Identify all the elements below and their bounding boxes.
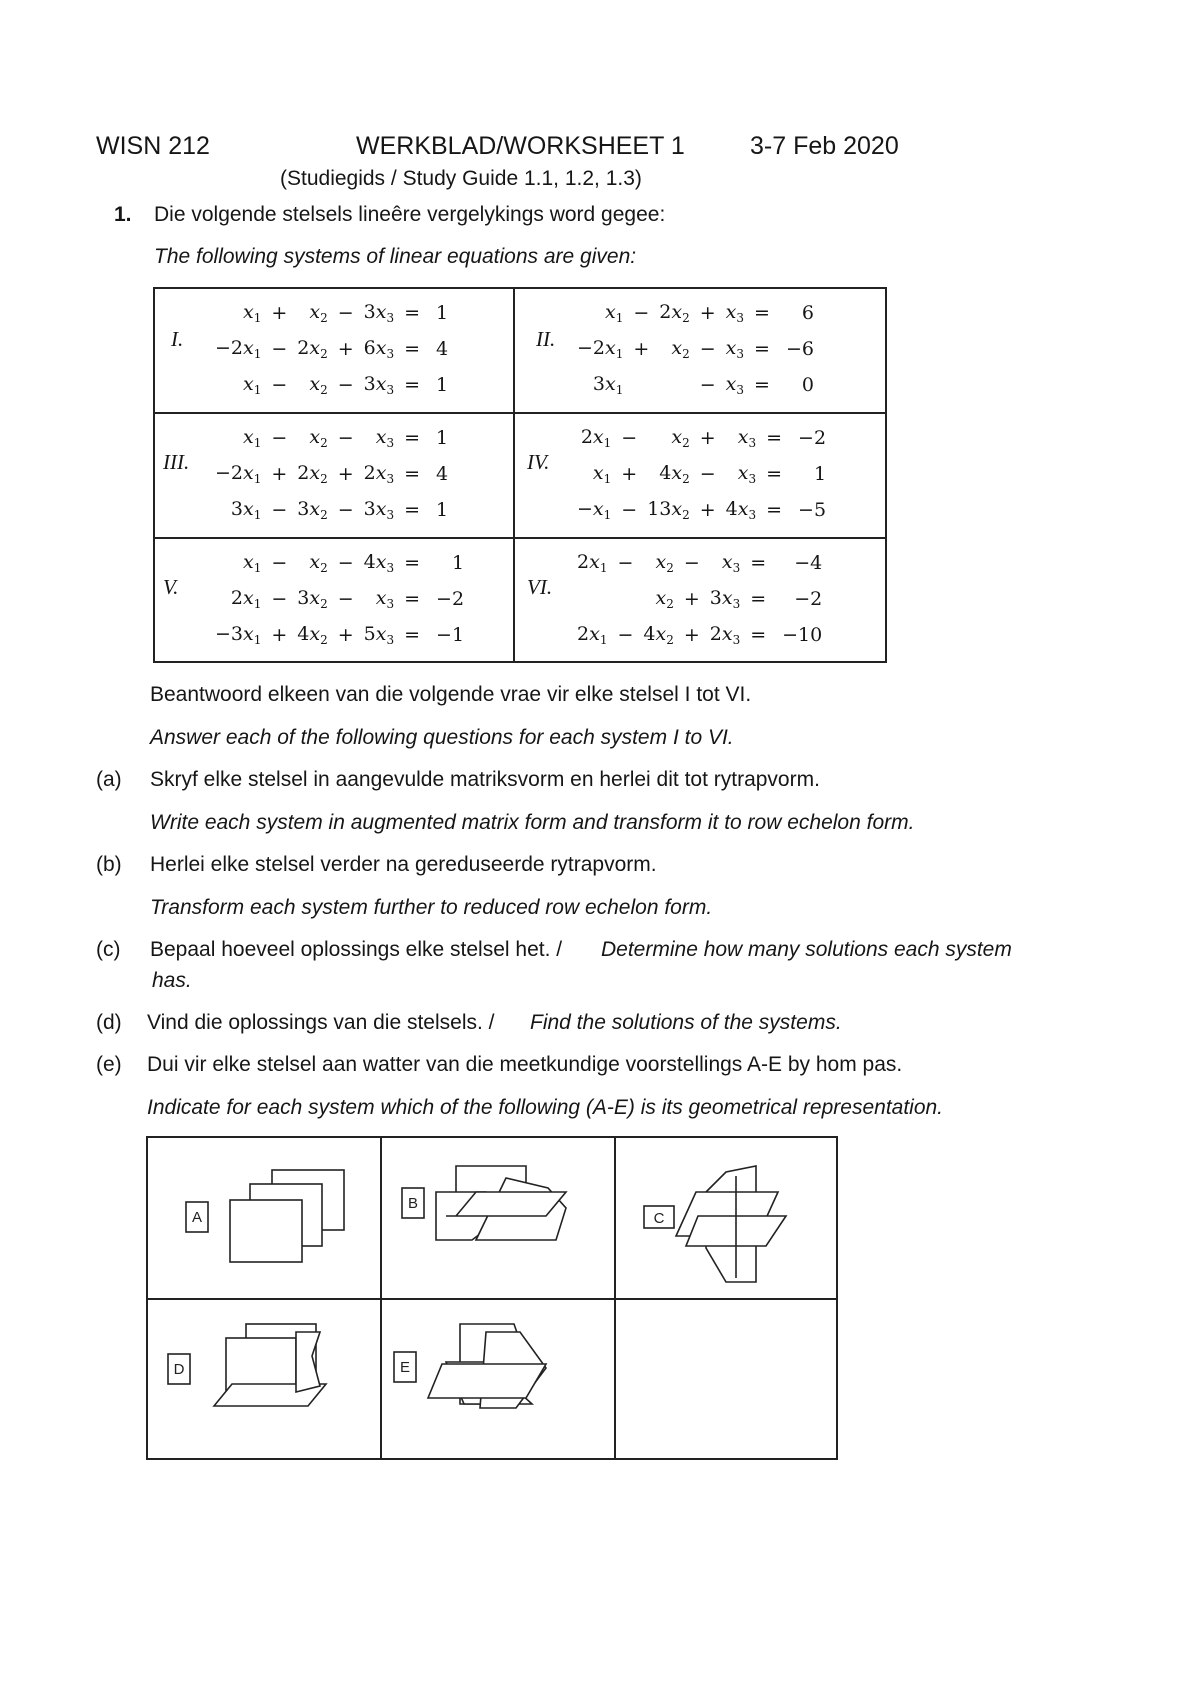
equation-operator: + — [271, 302, 288, 324]
equation-system — [211, 295, 452, 403]
equation-operator: − — [271, 427, 288, 449]
equation-operator: + — [337, 624, 354, 646]
equation-row — [211, 456, 452, 492]
equation-system — [573, 420, 830, 528]
equation-operator: + — [683, 624, 700, 646]
equation-term: $x_3$ — [375, 426, 395, 450]
equation-term: $4x_2$ — [297, 623, 328, 647]
instructions-af: Beantwoord elkeen van die volgende vrae vir elke stelsel I tot VI. — [150, 683, 752, 706]
equation-rhs: −4 — [794, 552, 823, 574]
part-a-label: (a) — [96, 768, 122, 791]
equation-row — [211, 617, 468, 653]
equation-operator: + — [633, 338, 650, 360]
equation-term: $-2x_1$ — [215, 337, 262, 361]
equation-term: $4x_2$ — [659, 462, 690, 486]
figure-label-a: A — [191, 1209, 203, 1226]
equation-term: $x_1$ — [243, 551, 262, 575]
equation-term: $x_2$ — [655, 587, 674, 611]
equation-operator: − — [621, 427, 638, 449]
equation-operator: = — [754, 374, 770, 396]
system-label: IV. — [527, 450, 550, 474]
equation-operator: − — [337, 588, 354, 610]
equation-row — [573, 456, 830, 492]
equation-operator: = — [766, 463, 783, 485]
equation-operator: − — [337, 552, 354, 574]
instructions-en: Answer each of the following questions for each system I to VI. — [150, 726, 734, 749]
figure-label-e: E — [399, 1359, 411, 1376]
equation-operator: + — [271, 624, 288, 646]
equation-operator: − — [699, 463, 716, 485]
question-intro-en: The following systems of linear equations are given: — [154, 245, 637, 268]
equation-rhs: 1 — [436, 302, 449, 324]
equation-term — [573, 581, 611, 617]
equation-row — [211, 492, 452, 528]
equation-term: $x_2$ — [671, 426, 690, 450]
equation-row — [211, 295, 452, 331]
equation-operator: = — [404, 552, 421, 574]
equation-term: $3x_3$ — [709, 587, 741, 611]
equation-rhs: 6 — [801, 302, 814, 324]
part-c-en-continued: has. — [152, 969, 192, 992]
equation-term: $x_2$ — [309, 426, 328, 450]
part-e-en: Indicate for each system which of the following (A-E) is its geometrical representation. — [147, 1096, 944, 1119]
equation-term: $2x_2$ — [659, 301, 690, 325]
figure-label-b: B — [407, 1195, 419, 1212]
system-label: II. — [536, 327, 556, 351]
equation-operator: − — [633, 302, 650, 324]
equation-rhs: −1 — [436, 624, 465, 646]
figure-d-planes — [168, 1324, 326, 1406]
figure-label-c: C — [653, 1210, 665, 1227]
equation-operator: = — [404, 338, 421, 360]
equation-term: $-x_1$ — [577, 498, 612, 522]
equation-operator: + — [699, 427, 716, 449]
equation-operator: − — [337, 374, 354, 396]
equation-operator: + — [699, 302, 716, 324]
equation-term: $x_1$ — [592, 462, 612, 486]
equation-term: $x_3$ — [737, 426, 757, 450]
equation-rhs: −2 — [794, 588, 823, 610]
equation-operator: − — [621, 499, 638, 521]
part-e-af: Dui vir elke stelsel aan watter van die meetkundige voorstellings A-E by hom pas. — [147, 1053, 903, 1076]
equation-operator: − — [271, 499, 288, 521]
equation-operator: = — [404, 302, 421, 324]
equation-row — [573, 492, 830, 528]
figure-e-planes — [394, 1324, 546, 1408]
part-b-label: (b) — [96, 853, 122, 876]
equation-operator: − — [271, 552, 288, 574]
part-e-label: (e) — [96, 1053, 122, 1076]
equation-term: $4x_3$ — [725, 498, 757, 522]
part-c-en: Determine how many solutions each system — [601, 938, 1012, 961]
equation-row — [573, 420, 830, 456]
plane-diagrams — [146, 1136, 838, 1460]
equation-term: $2x_1$ — [577, 551, 608, 575]
system-label: III. — [163, 450, 190, 474]
study-guide-reference: (Studiegids / Study Guide 1.1, 1.2, 1.3) — [280, 167, 642, 190]
equation-term: $13x_2$ — [647, 498, 690, 522]
equation-rhs: 1 — [436, 499, 449, 521]
equation-operator — [611, 581, 639, 617]
equation-operator: = — [404, 624, 421, 646]
question-intro-af: Die volgende stelsels lineêre vergelykings word gegee: — [154, 203, 666, 226]
equation-term: $-2x_1$ — [215, 462, 262, 486]
equation-term: $5x_3$ — [363, 623, 395, 647]
equation-operator: = — [750, 624, 767, 646]
equation-term: $3x_2$ — [297, 498, 328, 522]
equation-operator: = — [404, 463, 421, 485]
equation-term: $4x_2$ — [643, 623, 674, 647]
system-label: I. — [171, 327, 184, 351]
system-label: VI. — [527, 575, 553, 599]
equation-term: $4x_3$ — [363, 551, 395, 575]
equation-operator: = — [404, 588, 421, 610]
equation-term: $x_3$ — [721, 551, 741, 575]
equation-row — [211, 367, 452, 403]
part-b-en: Transform each system further to reduced row echelon form. — [150, 896, 713, 919]
equation-operator: − — [271, 374, 288, 396]
equation-row — [573, 545, 826, 581]
equation-term: $3x_1$ — [592, 373, 624, 397]
equation-term: $2x_1$ — [580, 426, 612, 450]
equation-term: $-2x_1$ — [577, 337, 624, 361]
equation-term: $2x_2$ — [297, 462, 328, 486]
equation-operator: − — [337, 427, 354, 449]
equation-operator: − — [271, 588, 288, 610]
equation-term: $x_3$ — [725, 301, 745, 325]
figure-c-intersecting-planes — [644, 1166, 786, 1282]
equation-system — [211, 420, 452, 528]
equation-operator: = — [750, 588, 767, 610]
equation-rhs: 1 — [451, 552, 465, 574]
figure-label-d: D — [173, 1361, 185, 1378]
equation-term: $x_2$ — [309, 551, 328, 575]
equation-row — [211, 420, 452, 456]
equation-rhs: 4 — [436, 463, 449, 485]
equation-term: $2x_3$ — [709, 623, 741, 647]
equation-operator: = — [404, 427, 421, 449]
equation-term: $-3x_1$ — [215, 623, 262, 647]
equation-operator: + — [699, 499, 716, 521]
equation-rhs: −6 — [785, 338, 814, 360]
equation-rhs: 4 — [436, 338, 449, 360]
equation-term: $x_1$ — [243, 373, 262, 397]
equation-operator: = — [404, 374, 421, 396]
worksheet-date: 3-7 Feb 2020 — [750, 132, 899, 160]
equation-operator: − — [617, 624, 634, 646]
part-c-af: Bepaal hoeveel oplossings elke stelsel het. / — [150, 938, 563, 961]
equation-term: $x_1$ — [243, 426, 262, 450]
equation-operator: + — [337, 463, 354, 485]
equation-row — [573, 331, 818, 367]
equation-term: $3x_1$ — [230, 498, 262, 522]
part-a-af: Skryf elke stelsel in aangevulde matriksvorm en herlei dit tot rytrapvorm. — [150, 768, 820, 791]
equation-term: $x_2$ — [655, 551, 674, 575]
equation-row — [211, 581, 468, 617]
equation-operator: − — [617, 552, 634, 574]
equation-term: $2x_1$ — [577, 623, 608, 647]
equation-rhs: 1 — [436, 374, 449, 396]
equation-operator: − — [271, 338, 288, 360]
equation-term: $x_1$ — [243, 301, 262, 325]
equation-row — [573, 581, 826, 617]
equation-rhs: 1 — [436, 427, 449, 449]
course-code: WISN 212 — [96, 132, 210, 160]
equation-operator: + — [683, 588, 700, 610]
equation-rhs: −2 — [436, 588, 465, 610]
equation-term: $3x_3$ — [363, 373, 395, 397]
equation-term: $3x_3$ — [363, 301, 395, 325]
equation-system — [573, 545, 826, 653]
equation-term: $2x_1$ — [230, 587, 262, 611]
equation-term: $x_3$ — [725, 373, 745, 397]
part-a-en: Write each system in augmented matrix form and transform it to row echelon form. — [150, 811, 915, 834]
equation-term: $x_2$ — [309, 373, 328, 397]
equation-row — [573, 295, 818, 331]
equation-term: $x_2$ — [671, 337, 690, 361]
figure-b-planes — [402, 1166, 566, 1240]
equation-system — [211, 545, 468, 653]
equation-row — [211, 331, 452, 367]
equation-operator: − — [337, 499, 354, 521]
equation-operator: − — [699, 374, 716, 396]
equation-operator: = — [766, 499, 783, 521]
equation-term: $x_3$ — [737, 462, 757, 486]
part-d-af: Vind die oplossings van die stelsels. / — [147, 1011, 495, 1034]
equation-row — [211, 545, 468, 581]
part-d-label: (d) — [96, 1011, 122, 1034]
equation-rhs: −10 — [782, 624, 823, 646]
geometric-representations-grid — [146, 1136, 838, 1460]
equation-term: $x_2$ — [309, 301, 328, 325]
equation-system — [573, 295, 818, 403]
equation-term — [655, 367, 693, 403]
equation-term: $2x_3$ — [363, 462, 395, 486]
equation-term: $x_3$ — [725, 337, 745, 361]
equation-operator: = — [754, 302, 770, 324]
equation-operator: − — [699, 338, 716, 360]
equation-term: $6x_3$ — [363, 337, 395, 361]
figure-a-parallel-planes — [186, 1170, 344, 1262]
equation-rhs: 1 — [813, 463, 827, 485]
part-b-af: Herlei elke stelsel verder na gereduseerde rytrapvorm. — [150, 853, 657, 876]
equation-operator: = — [404, 499, 421, 521]
equation-term: $3x_3$ — [363, 498, 395, 522]
equation-rhs: −2 — [798, 427, 827, 449]
system-label: V. — [163, 575, 179, 599]
equation-row — [573, 367, 818, 403]
equation-term: $x_3$ — [375, 587, 395, 611]
equation-rhs: 0 — [801, 374, 814, 396]
equation-operator: + — [337, 338, 354, 360]
equation-term: $2x_2$ — [297, 337, 328, 361]
equation-term: $x_1$ — [605, 301, 624, 325]
equation-operator: + — [621, 463, 638, 485]
worksheet-title: WERKBLAD/WORKSHEET 1 — [356, 132, 685, 160]
equation-operator: + — [271, 463, 288, 485]
equation-operator: − — [337, 302, 354, 324]
equation-term: $3x_2$ — [297, 587, 328, 611]
part-d-en: Find the solutions of the systems. — [530, 1011, 842, 1034]
equation-operator: = — [754, 338, 770, 360]
question-number: 1. — [114, 203, 132, 226]
equation-row — [573, 617, 826, 653]
equation-rhs: −5 — [798, 499, 827, 521]
equation-operator — [627, 367, 655, 403]
equation-operator: − — [683, 552, 700, 574]
equation-operator: = — [750, 552, 767, 574]
part-c-label: (c) — [96, 938, 121, 961]
equation-operator: = — [766, 427, 783, 449]
